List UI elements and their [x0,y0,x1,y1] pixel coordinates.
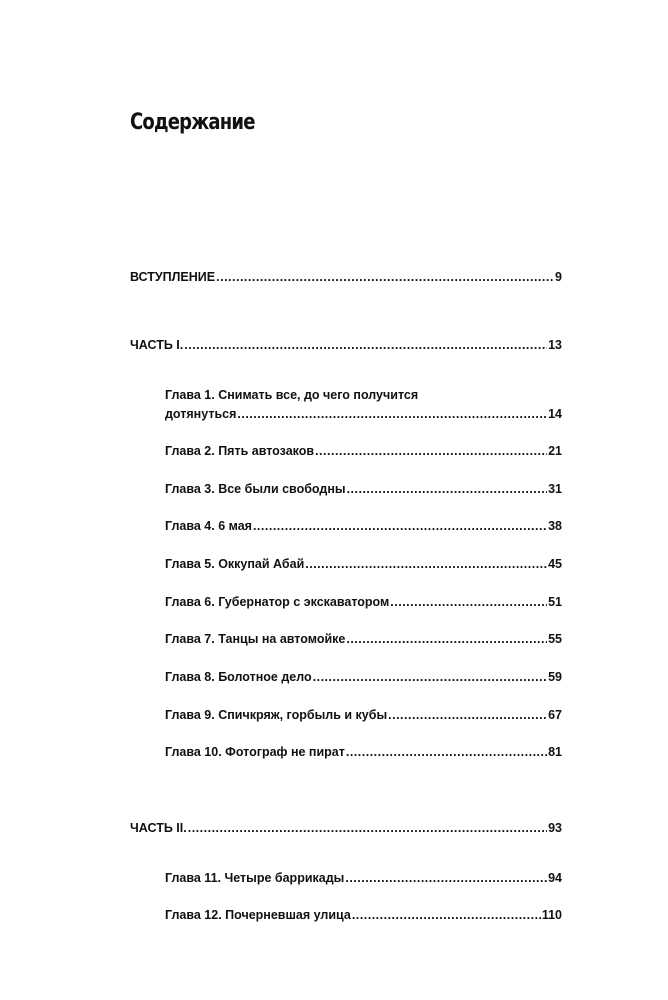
toc-entry-chapter-3[interactable] [165,480,562,498]
toc-page-number: 94 [548,871,562,885]
toc-entry-label: Глава 10. Фотограф не пират [165,745,345,759]
toc-page-number: 21 [548,444,562,458]
toc-entry-label: ЧАСТЬ II. [130,821,187,835]
toc-entry-label: Глава 8. Болотное дело [165,670,312,684]
toc-page-number: 67 [548,708,562,722]
toc-leader-dots [347,480,548,498]
toc-page-number: 55 [548,632,562,646]
toc-page-number: 59 [548,670,562,684]
toc-leader-dots [253,517,547,535]
toc-entry-label: ВСТУПЛЕНИЕ [130,270,216,284]
toc-entry-label: Глава 9. Спичкряж, горбыль и кубы [165,708,388,722]
toc-entry-part-1[interactable] [130,336,562,354]
toc-entry-label: дотянуться [165,407,237,421]
toc-entry-chapter-10[interactable] [165,743,562,761]
toc-entry-label: Глава 4. 6 мая [165,519,252,533]
toc-entry-label: Глава 6. Губернатор с экскаватором [165,595,390,609]
toc-page-number: 13 [548,338,562,352]
toc-leader-dots [390,593,547,611]
toc-entry-label: Глава 12. Почерневшая улица [165,908,351,922]
page-title: Содержание [130,110,255,135]
toc-page-number: 93 [548,821,562,835]
toc-entry-label: Глава 3. Все были свободны [165,482,346,496]
toc-entry-part-2[interactable] [130,819,562,837]
toc-entry-chapter-12[interactable] [165,906,562,924]
toc-leader-dots [346,630,547,648]
toc-page-number: 31 [548,482,562,496]
toc-entry-chapter-1[interactable] [165,405,562,423]
toc-leader-dots [346,743,547,761]
toc-page-number: 14 [548,407,562,421]
toc-page-number: 9 [555,270,562,284]
toc-entry-chapter-5[interactable] [165,555,562,573]
toc-leader-dots [388,706,547,724]
toc-leader-dots [216,268,554,286]
toc-entry-chapter-4[interactable] [165,517,562,535]
toc-leader-dots [345,869,547,887]
toc-page-number: 51 [548,595,562,609]
toc-entry-chapter-1-line-1[interactable]: Глава 1. Снимать все, до чего получится [165,388,419,402]
toc-entry-intro[interactable] [130,268,562,286]
toc-entry-chapter-8[interactable] [165,668,562,686]
toc-entry-chapter-11[interactable] [165,869,562,887]
toc-page-number: 45 [548,557,562,571]
toc-entry-chapter-7[interactable] [165,630,562,648]
toc-leader-dots [315,442,547,460]
toc-entry-chapter-9[interactable] [165,706,562,724]
toc-leader-dots [313,668,547,686]
toc-leader-dots [352,906,541,924]
toc-entry-label: Глава 2. Пять автозаков [165,444,315,458]
toc-leader-dots [237,405,547,423]
toc-page-number: 81 [548,745,562,759]
toc-page-number: 38 [548,519,562,533]
toc-entry-label: Глава 5. Оккупай Абай [165,557,305,571]
toc-entry-chapter-2[interactable] [165,442,562,460]
toc-entry-label: Глава 7. Танцы на автомойке [165,632,346,646]
toc-entry-label: Глава 11. Четыре баррикады [165,871,345,885]
toc-entry-chapter-6[interactable] [165,593,562,611]
toc-entry-label: ЧАСТЬ I. [130,338,184,352]
toc-leader-dots [188,819,547,837]
toc-page-number: 110 [541,908,562,922]
toc-leader-dots [184,336,547,354]
toc-leader-dots [305,555,547,573]
